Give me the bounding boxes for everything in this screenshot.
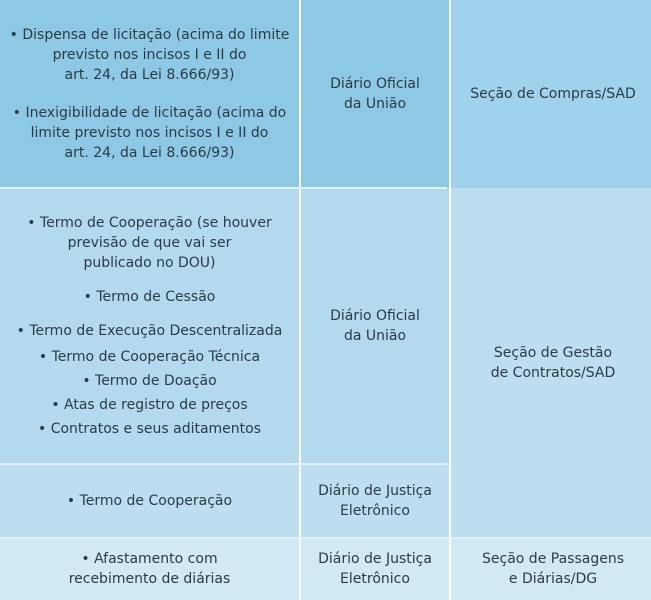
row4-section-cell: Seção de Passagens e Diárias/DG <box>451 538 651 600</box>
row1-publication-cell: Diário Oficial da União <box>301 0 449 188</box>
row4-publication-cell: Diário de Justiça Eletrônico <box>301 538 449 600</box>
row2-acts-cell <box>0 188 299 464</box>
row2-section-cell: Seção de Gestão de Contratos/SAD <box>451 188 651 538</box>
row-divider <box>0 463 447 465</box>
row-divider <box>0 537 651 539</box>
row1-acts-cell <box>0 0 299 188</box>
row-divider <box>0 187 447 189</box>
act-item: • Termo de Doação <box>82 373 217 389</box>
row2-publication-cell: Diário Oficial da União <box>301 188 449 464</box>
row3-acts-cell: • Termo de Cooperação <box>0 464 299 538</box>
act-item: • Inexigibilidade de licitação (acima do limite previsto nos incisos I e II do art. 24, da Lei 8.666/93) <box>12 105 287 161</box>
row3-publication-cell: Diário de Justiça Eletrônico <box>301 464 449 538</box>
act-item: • Termo de Cooperação Técnica <box>38 349 261 365</box>
act-item: • Atas de registro de preços <box>51 397 248 413</box>
row4-acts-cell: • Afastamento com recebimento de diárias <box>0 538 299 600</box>
act-item: • Termo de Cessão <box>83 289 216 305</box>
act-item: • Contratos e seus aditamentos <box>37 421 262 437</box>
act-item: • Termo de Cooperação (se houver previsão de que vai ser publicado no DOU) <box>27 215 272 271</box>
row1-section-cell: Seção de Compras/SAD <box>451 0 651 188</box>
act-item: • Termo de Execução Descentralizada <box>16 323 283 339</box>
act-item: • Dispensa de licitação (acima do limite previsto nos incisos I e II do art. 24, da Lei 8.666/93) <box>9 27 290 83</box>
